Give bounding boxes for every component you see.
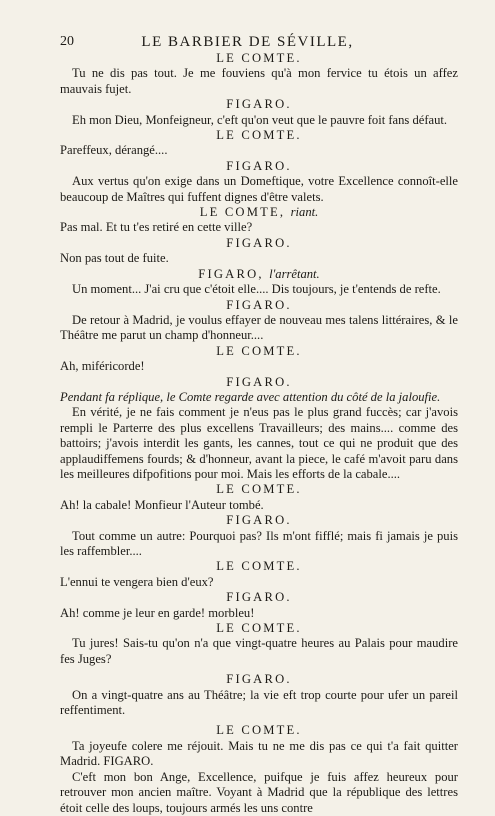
dialogue-text: Aux vertus qu'on exige dans un Domeftique, votre Excellence connoît-elle beaucoup de Maîtres qui fuffent dignes d'être valets. — [60, 174, 458, 204]
speaker-label: LE COMTE. — [216, 723, 302, 738]
speaker-label: FIGARO. — [226, 374, 292, 389]
speaker-name — [60, 267, 458, 282]
speaker-name — [60, 590, 458, 605]
stage-direction: l'arrêtant. — [269, 266, 320, 281]
running-title: LE BARBIER DE SÉVILLE, — [141, 34, 354, 50]
stage-direction: riant. — [290, 205, 319, 220]
dialogue-text: Ah! comme je leur en garde! morbleu! — [60, 605, 255, 620]
dialogue-text: Ta joyeufe colere me réjouit. Mais tu ne me dis pas ce qui t'a fait quitter Madrid. FIGARO. — [60, 738, 458, 769]
speaker-name — [60, 559, 458, 574]
dialogue-text: Tout comme un autre: Pourquoi pas? Ils m'ont fifflé; mais fi jamais je puis les raffembler.... — [60, 528, 458, 558]
speaker-label: FIGARO. — [226, 297, 292, 312]
speaker-label: LE COMTE. — [216, 128, 302, 143]
speaker-name — [60, 723, 458, 738]
dialogue-text: C'eft mon bon Ange, Excellence, puifque je fuis affez heureux pour retrouver mon ancien maître. Voyant à Madrid que la république des lettres étoit celle des loups, toujours armés les uns contre — [60, 769, 458, 815]
dialogue-text: L'ennui te vengera bien d'eux? — [60, 574, 214, 589]
dialogue-text: Pas mal. Et tu t'es retiré en cette ville? — [60, 220, 253, 235]
page-number: 20 — [60, 34, 74, 49]
speaker-label: FIGARO. — [226, 235, 292, 250]
dialogue-text: Eh mon Dieu, Monfeigneur, c'eft qu'on veut que le pauvre foit fans défaut. — [72, 112, 448, 127]
dialogue-text: On a vingt-quatre ans au Théâtre; la vie eft trop courte pour ufer un pareil reffentiment. — [60, 687, 458, 718]
dialogue-text: Ah! la cabale! Monfieur l'Auteur tombé. — [60, 497, 264, 512]
speaker-label: FIGARO. — [226, 590, 292, 605]
speaker-name — [60, 375, 458, 390]
speaker-name — [60, 621, 458, 636]
speaker-name — [60, 672, 458, 687]
speaker-name — [60, 128, 458, 143]
speaker-name — [60, 513, 458, 528]
speaker-label: LE COMTE. — [216, 482, 302, 497]
page-body — [60, 51, 458, 816]
speaker-label: FIGARO. — [226, 672, 292, 687]
speaker-name — [60, 482, 458, 497]
speaker-name — [60, 51, 458, 66]
dialogue-text: Ah, miféricorde! — [60, 359, 145, 374]
dialogue-text: Non pas tout de fuite. — [60, 251, 169, 266]
speaker-label: LE COMTE. — [216, 559, 302, 574]
dialogue-text: Un moment... J'ai cru que c'étoit elle.... Dis toujours, je t'entends de refte. — [72, 282, 441, 297]
dialogue-text: Pareffeux, dérangé.... — [60, 143, 168, 158]
speaker-label: FIGARO. — [226, 513, 292, 528]
speaker-label: LE COMTE. — [216, 51, 302, 65]
speaker-label: LE COMTE. — [216, 621, 302, 636]
speaker-label: LE COMTE. — [216, 343, 302, 358]
speaker-name — [60, 97, 458, 112]
speaker-name — [60, 298, 458, 313]
dialogue-text: Tu jures! Sais-tu qu'on n'a que vingt-quatre heures au Palais pour maudire fes Juges? — [60, 636, 458, 666]
speaker-label: FIGARO, — [198, 266, 264, 281]
dialogue-text: Tu ne dis pas tout. Je me fouviens qu'à mon fervice tu étois un affez mauvais fujet. — [60, 66, 458, 96]
page-header — [0, 34, 495, 52]
speaker-name — [60, 344, 458, 359]
stage-direction: Pendant fa réplique, le Comte regarde avec attention du côté de la jaloufie. — [60, 389, 441, 404]
dialogue-text: De retour à Madrid, je voulus effayer de nouveau mes talens littéraires, & le Théâtre me parut un champ d'honneur.... — [60, 312, 458, 343]
speaker-label: FIGARO. — [226, 158, 292, 173]
speaker-name — [60, 159, 458, 174]
speaker-label: FIGARO. — [226, 97, 292, 112]
speaker-name — [60, 236, 458, 251]
dialogue-text: En vérité, je ne fais comment je n'eus pas le plus grand fuccès; car j'avois rempli le Parterre des plus excellens Travailleurs; des mains.... comme des battoirs; j'avois interdit les gants, les cannes, tout ce qui ne produit que des applaudiffemens fourds; & d'honneur, avant la piece, le café m'avoit paru dans les meilleures difpofitions pour moi. Mais les efforts de la cabale.... — [60, 405, 458, 481]
speaker-label: LE COMTE, — [199, 205, 286, 220]
speaker-name — [60, 205, 458, 220]
